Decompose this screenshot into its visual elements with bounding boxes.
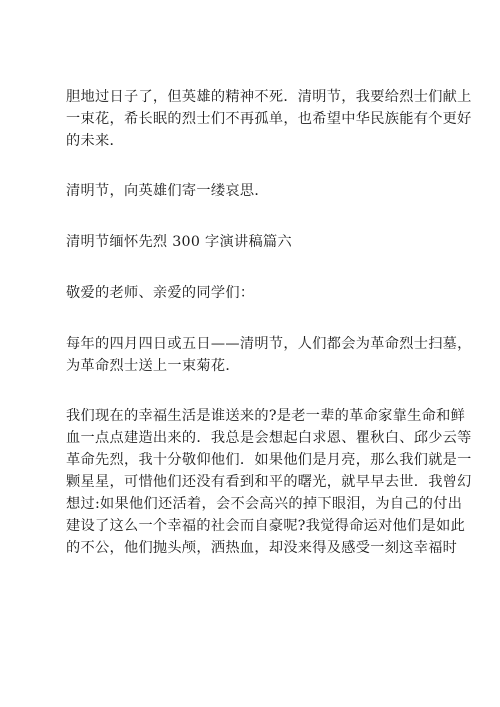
text-line: 清明节，向英雄们寄一缕哀思． xyxy=(66,183,269,199)
paragraph-6 xyxy=(66,405,472,559)
text-line: 一束花，希长眠的烈士们不再孤单，也希望中华民族能有个更好 xyxy=(66,111,472,127)
text-line: 敬爱的老师、亲爱的同学们： xyxy=(66,285,255,301)
text-line: 我们现在的幸福生活是谁送来的?是老一辈的革命家靠生命和鲜 xyxy=(66,408,466,424)
text-line: 血一点点建造出来的．我总是会想起白求恩、瞿秋白、邱少云等 xyxy=(66,430,472,446)
paragraph-1 xyxy=(66,86,472,152)
heading-line: 清明节缅怀先烈 300 字演讲稿篇六 xyxy=(66,234,292,250)
text-line: 革命先烈，我十分敬仰他们．如果他们是月亮，那么我们就是一 xyxy=(66,452,472,468)
salutation xyxy=(66,282,441,304)
text-line: 的未来． xyxy=(66,133,124,149)
text-line: 的不公，他们抛头颅，洒热血，却没来得及感受一刻这幸福时 xyxy=(66,540,458,556)
text-line: 胆地过日子了，但英雄的精神不死．清明节，我要给烈士们献上 xyxy=(66,89,472,105)
section-heading xyxy=(66,231,441,253)
document-page xyxy=(66,86,472,559)
paragraph-2 xyxy=(66,180,441,202)
paragraph-5 xyxy=(66,333,472,377)
text-line: 建设了这么一个幸福的社会而自豪呢?我觉得命运对他们是如此 xyxy=(66,518,466,534)
text-line: 为革命烈士送上一束菊花． xyxy=(66,358,240,374)
text-line: 想过:如果他们还活着，会不会高兴的掉下眼泪，为自己的付出 xyxy=(66,496,463,512)
text-line: 每年的四月四日或五日——清明节，人们都会为革命烈士扫墓， xyxy=(66,336,472,352)
text-line: 颗星星，可惜他们还没有看到和平的曙光，就早早去世．我曾幻 xyxy=(66,474,472,490)
